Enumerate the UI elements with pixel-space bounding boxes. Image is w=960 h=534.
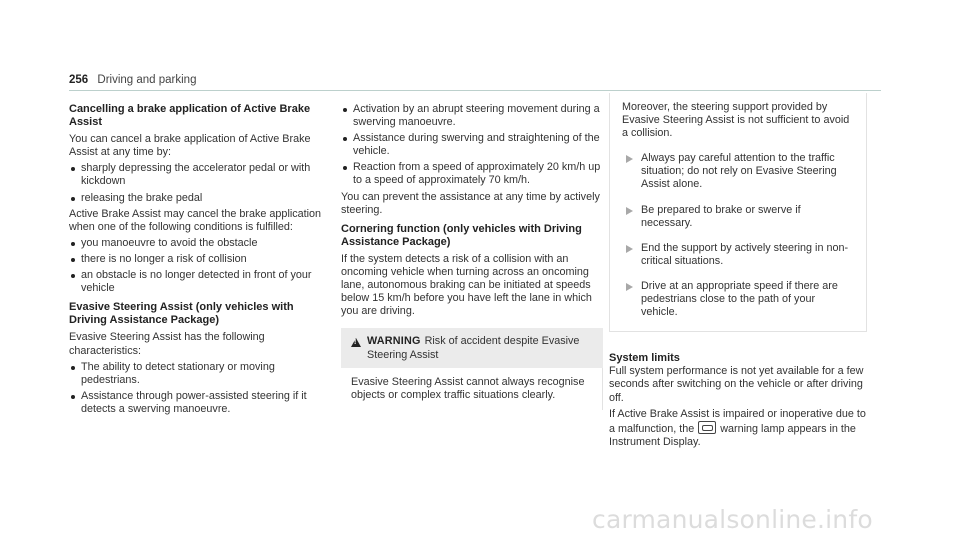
warning-label: WARNING bbox=[367, 335, 421, 348]
heading-cornering-function: Cornering function (only vehicles with Driving Assistance Package) bbox=[341, 222, 582, 248]
column-1 bbox=[69, 103, 324, 419]
list-item: Always pay careful attention to the traffic situation; do not rely on Evasive Steering Assist alone. bbox=[622, 152, 854, 191]
bullet-list bbox=[69, 237, 324, 295]
section-title: Driving and parking bbox=[97, 74, 197, 86]
warning-title: Risk of accident despite Evasive Steering Assist bbox=[367, 335, 580, 361]
paragraph: Active Brake Assist may cancel the brake application when one of the following conditions is fulfilled: bbox=[69, 207, 322, 233]
list-item: The ability to detect stationary or moving pedestrians. bbox=[69, 361, 324, 387]
list-item: there is no longer a risk of collision bbox=[69, 253, 324, 266]
list-item: you manoeuvre to avoid the obstacle bbox=[69, 237, 324, 250]
list-item: Assistance during swerving and straightening of the vehicle. bbox=[341, 132, 603, 158]
page-number: 256 bbox=[69, 74, 89, 86]
list-item: releasing the brake pedal bbox=[69, 192, 324, 205]
paragraph: Evasive Steering Assist has the following characteristics: bbox=[69, 331, 265, 357]
paragraph: If the system detects a risk of a collision with an oncoming vehicle when turning across an oncoming lane, autonomous braking can be initiated at speeds below 15 km/h before you have left the lane in which you are driving. bbox=[341, 252, 592, 318]
list-item: Activation by an abrupt steering movement during a swerving manoeuvre. bbox=[341, 103, 603, 129]
list-item: End the support by actively steering in non-critical situations. bbox=[622, 242, 854, 268]
paragraph-text: If Active Brake Assist is impaired or inoperative due to a malfunction, the bbox=[609, 407, 866, 435]
header-divider bbox=[69, 90, 881, 91]
paragraph: You can prevent the assistance at any time by actively steering. bbox=[341, 190, 600, 216]
bullet-list bbox=[69, 361, 324, 416]
heading-evasive-steering: Evasive Steering Assist (only vehicles with Driving Assistance Package) bbox=[69, 301, 294, 327]
brake-assist-warning-lamp-icon bbox=[698, 421, 716, 434]
warning-body: Evasive Steering Assist cannot always recognise objects or complex traffic situations clearly. bbox=[341, 368, 603, 410]
bullet-list bbox=[341, 103, 603, 188]
paragraph-text: warning lamp appears in the Instrument Display. bbox=[609, 422, 856, 448]
page-header bbox=[69, 74, 196, 86]
heading-system-limits: System limits bbox=[609, 352, 680, 365]
list-item: Reaction from a speed of approximately 20 km/h up to a speed of approximately 70 km/h. bbox=[341, 161, 603, 187]
column-2 bbox=[341, 103, 603, 410]
warning-triangle-icon bbox=[351, 338, 361, 347]
list-item: Drive at an appropriate speed if there are pedestrians close to the path of your vehicle. bbox=[622, 280, 854, 319]
paragraph bbox=[609, 408, 867, 449]
list-item: sharply depressing the accelerator pedal or with kickdown bbox=[69, 162, 324, 188]
paragraph: You can cancel a brake application of Active Brake Assist at any time by: bbox=[69, 133, 311, 159]
warning-continuation-box bbox=[609, 93, 867, 332]
column-3 bbox=[609, 93, 867, 452]
heading-cancelling-brake: Cancelling a brake application of Active Brake Assist bbox=[69, 103, 311, 129]
watermark: carmanualsonline.info bbox=[592, 505, 873, 534]
list-item: Be prepared to brake or swerve if necessary. bbox=[622, 204, 854, 230]
list-item: an obstacle is no longer detected in front of your vehicle bbox=[69, 269, 324, 295]
warning-header bbox=[341, 328, 603, 367]
bullet-list bbox=[69, 162, 324, 204]
action-list bbox=[622, 152, 854, 319]
paragraph: Full system performance is not yet available for a few seconds after switching on the vehicle or after driving off. bbox=[609, 365, 864, 404]
paragraph: Moreover, the steering support provided by Evasive Steering Assist is not sufficient to avoid a collision. bbox=[622, 101, 850, 140]
list-item: Assistance through power-assisted steering if it detects a swerving manoeuvre. bbox=[69, 390, 324, 416]
warning-box bbox=[341, 328, 603, 409]
